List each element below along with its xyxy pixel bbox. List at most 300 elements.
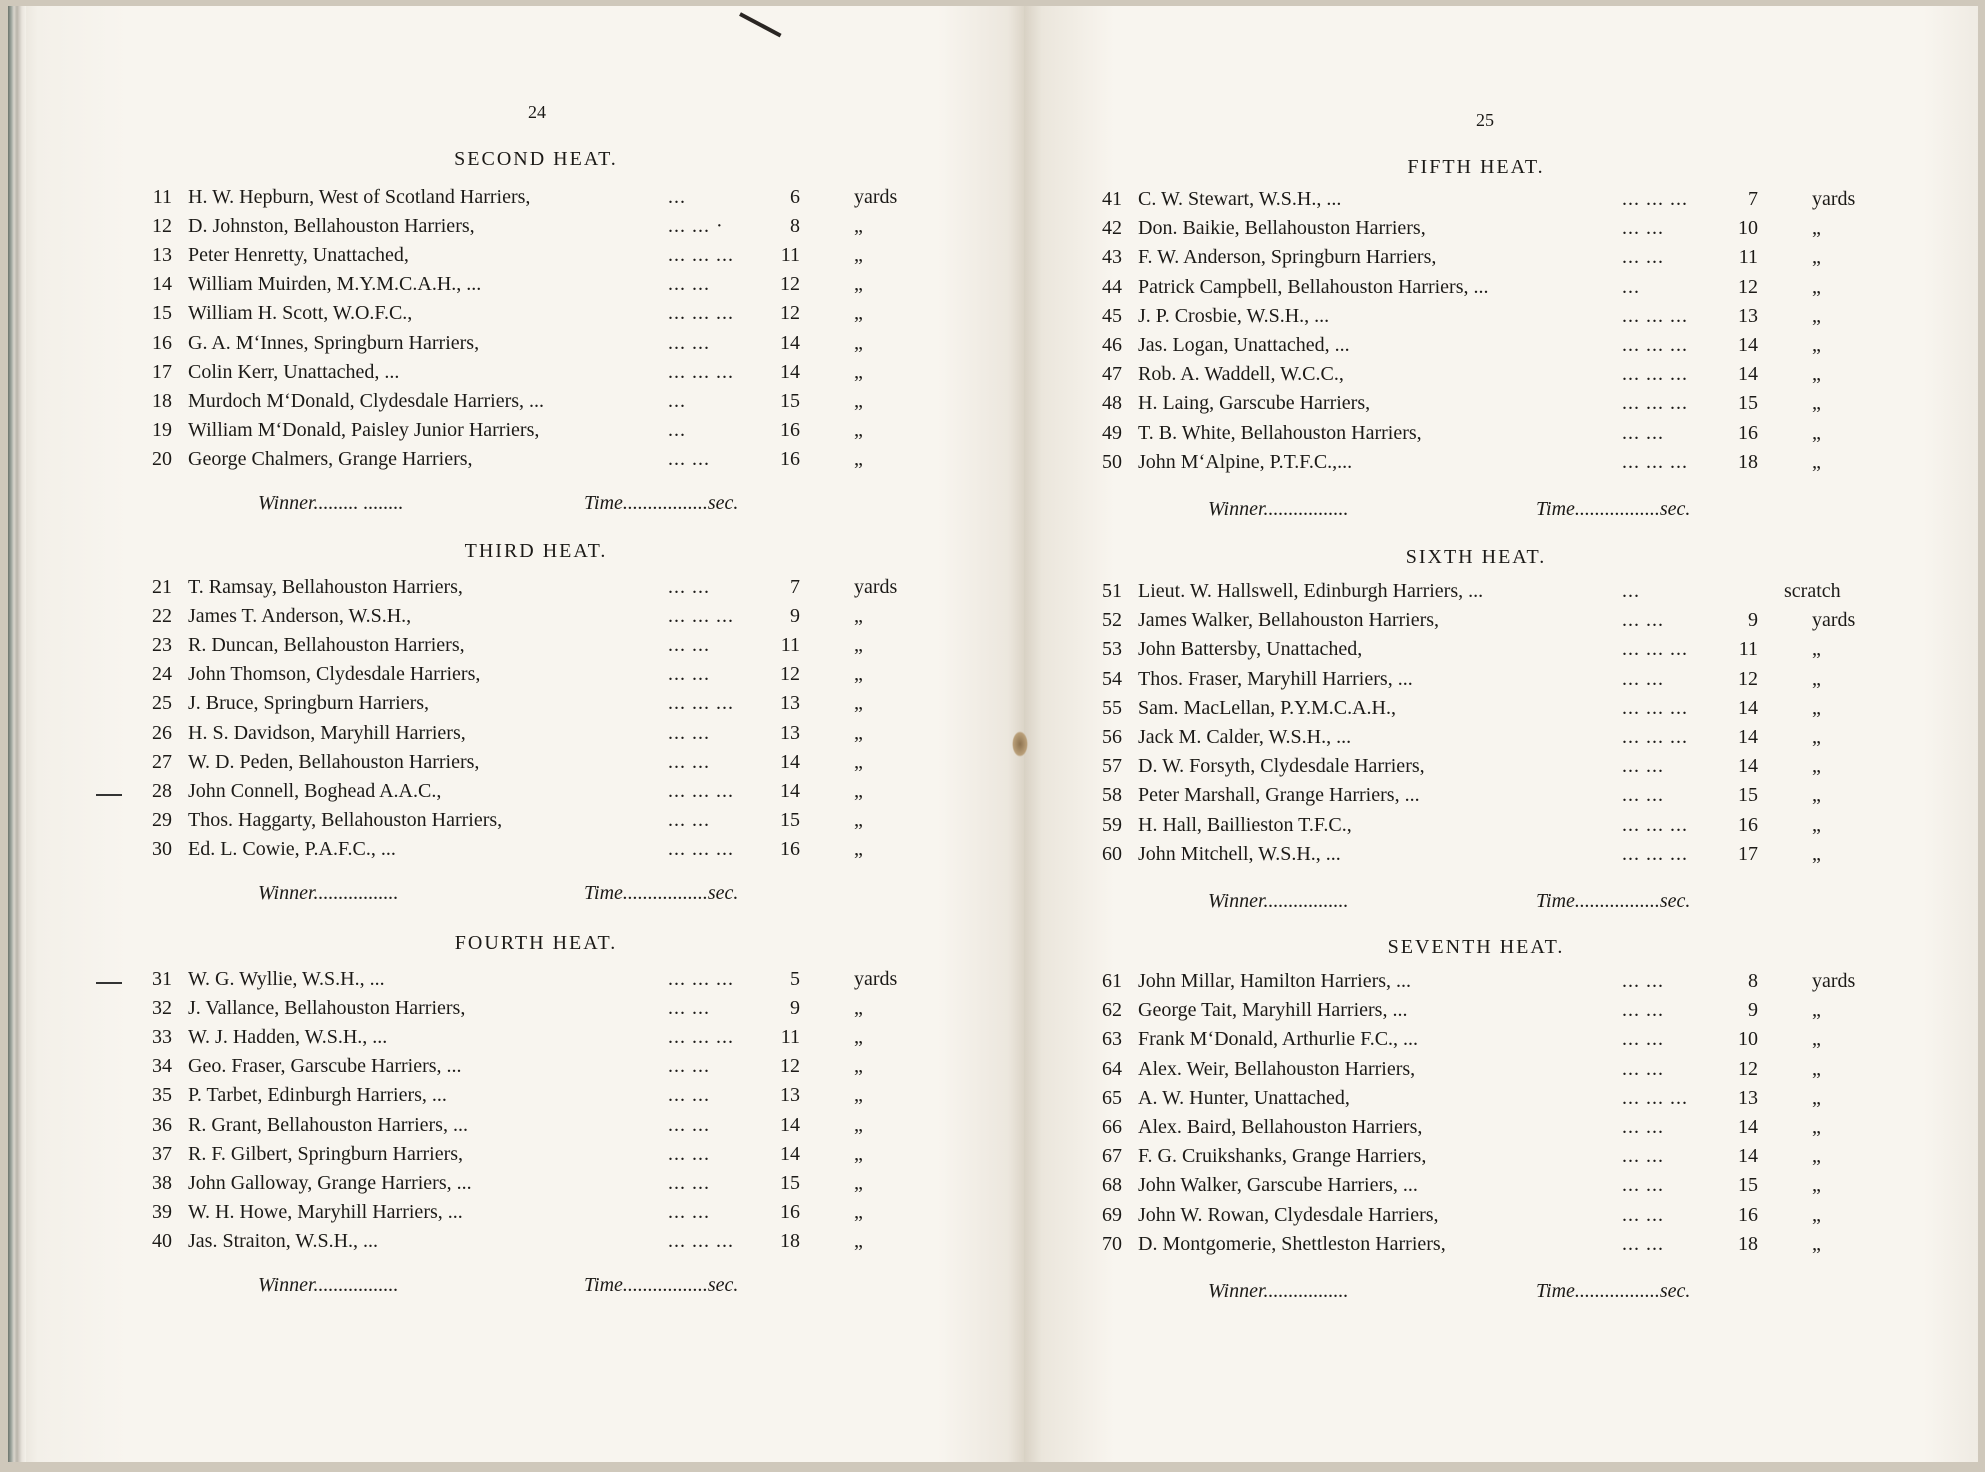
leader-dots: ... ... bbox=[668, 332, 710, 354]
time-line: Time.................sec. bbox=[1536, 498, 1691, 520]
entry-number: 60 bbox=[1102, 843, 1122, 865]
leader-dots: ... ... bbox=[1622, 246, 1664, 268]
entry-unit: „ bbox=[1812, 1233, 1821, 1255]
entry-number: 16 bbox=[152, 332, 172, 354]
entry-handicap: 14 bbox=[1738, 363, 1758, 385]
entry-number: 12 bbox=[152, 215, 172, 237]
heat-entry bbox=[1086, 363, 1902, 392]
entry-number: 70 bbox=[1102, 1233, 1122, 1255]
heat-entry bbox=[1086, 1204, 1902, 1233]
entry-number: 51 bbox=[1102, 580, 1122, 602]
entry-name: Alex. Baird, Bellahouston Harriers, bbox=[1138, 1116, 1423, 1138]
entry-name: H. Hall, Baillieston T.F.C., bbox=[1138, 814, 1352, 836]
staple-hole bbox=[1012, 731, 1028, 757]
entry-unit: „ bbox=[1812, 638, 1821, 660]
entry-number: 63 bbox=[1102, 1028, 1122, 1050]
entry-number: 15 bbox=[152, 302, 172, 324]
entry-number: 31 bbox=[152, 968, 172, 990]
entry-name: A. W. Hunter, Unattached, bbox=[1138, 1087, 1350, 1109]
leader-dots: ... ... bbox=[668, 663, 710, 685]
entry-unit: „ bbox=[1812, 1174, 1821, 1196]
entry-number: 32 bbox=[152, 997, 172, 1019]
entry-name: Jas. Straiton, W.S.H., ... bbox=[188, 1230, 379, 1252]
entry-name: W. D. Peden, Bellahouston Harriers, bbox=[188, 751, 480, 773]
entry-number: 34 bbox=[152, 1055, 172, 1077]
leader-dots: ... ... ... bbox=[668, 968, 734, 990]
time-line: Time.................sec. bbox=[584, 1274, 739, 1296]
booklet-edge bbox=[8, 6, 26, 1462]
entry-unit: „ bbox=[854, 1114, 863, 1136]
heat-title: THIRD HEAT. bbox=[464, 540, 608, 562]
heat-entry bbox=[1086, 451, 1902, 480]
entry-unit: „ bbox=[854, 390, 863, 412]
leader-dots: ... bbox=[668, 419, 686, 441]
entry-number: 37 bbox=[152, 1143, 172, 1165]
entry-number: 28 bbox=[152, 780, 172, 802]
entry-unit: „ bbox=[854, 634, 863, 656]
leader-dots: ... ... ... bbox=[668, 605, 734, 627]
heat-entry bbox=[136, 1143, 944, 1172]
heat-entry bbox=[1086, 814, 1902, 843]
heat-entry bbox=[1086, 1028, 1902, 1057]
heat-entry bbox=[136, 692, 944, 721]
leader-dots: ... bbox=[1622, 276, 1640, 298]
entry-handicap: 12 bbox=[780, 663, 800, 685]
entry-name: John Millar, Hamilton Harriers, ... bbox=[1138, 970, 1412, 992]
heat-entry bbox=[1086, 668, 1902, 697]
entry-name: John M‘Alpine, P.T.F.C.,... bbox=[1138, 451, 1353, 473]
entry-number: 54 bbox=[1102, 668, 1122, 690]
entry-name: R. Grant, Bellahouston Harriers, ... bbox=[188, 1114, 468, 1136]
leader-dots: ... ... ... bbox=[1622, 1087, 1688, 1109]
entry-name: Frank M‘Donald, Arthurlie F.C., ... bbox=[1138, 1028, 1419, 1050]
entry-number: 44 bbox=[1102, 276, 1122, 298]
pencil-dash-mark bbox=[96, 982, 122, 984]
leader-dots: ... ... bbox=[1622, 1116, 1664, 1138]
heat-entry bbox=[136, 1084, 944, 1113]
entry-name: F. G. Cruikshanks, Grange Harriers, bbox=[1138, 1145, 1427, 1167]
leader-dots: ... ... · bbox=[668, 215, 724, 237]
leader-dots: ... ... ... bbox=[1622, 451, 1688, 473]
entry-name: H. S. Davidson, Maryhill Harriers, bbox=[188, 722, 466, 744]
entry-name: H. Laing, Garscube Harriers, bbox=[1138, 392, 1371, 414]
entry-name: W. G. Wyllie, W.S.H., ... bbox=[188, 968, 385, 990]
entry-unit: „ bbox=[1812, 392, 1821, 414]
entry-number: 49 bbox=[1102, 422, 1122, 444]
leader-dots: ... ... bbox=[668, 1143, 710, 1165]
heat-entry bbox=[136, 1230, 944, 1259]
entry-name: Rob. A. Waddell, W.C.C., bbox=[1138, 363, 1344, 385]
entry-unit: „ bbox=[1812, 668, 1821, 690]
time-line: Time.................sec. bbox=[1536, 890, 1691, 912]
open-booklet bbox=[8, 6, 1978, 1462]
leader-dots: ... ... bbox=[1622, 1174, 1664, 1196]
entry-handicap: 13 bbox=[780, 1084, 800, 1106]
entry-handicap: 6 bbox=[790, 186, 800, 208]
entry-name: D. W. Forsyth, Clydesdale Harriers, bbox=[1138, 755, 1425, 777]
heat-entry bbox=[136, 448, 944, 477]
entry-handicap: 14 bbox=[780, 780, 800, 802]
entry-name: John Thomson, Clydesdale Harriers, bbox=[188, 663, 481, 685]
entry-name: T. Ramsay, Bellahouston Harriers, bbox=[188, 576, 463, 598]
entry-handicap: 16 bbox=[1738, 422, 1758, 444]
leader-dots: ... ... bbox=[668, 1201, 710, 1223]
leader-dots: ... bbox=[668, 390, 686, 412]
entry-number: 45 bbox=[1102, 305, 1122, 327]
entry-handicap: 9 bbox=[1748, 609, 1758, 631]
entry-handicap: 10 bbox=[1738, 1028, 1758, 1050]
entry-unit: „ bbox=[854, 1172, 863, 1194]
entry-name: Jack M. Calder, W.S.H., ... bbox=[1138, 726, 1352, 748]
page-number: 25 bbox=[1476, 110, 1494, 130]
entry-number: 68 bbox=[1102, 1174, 1122, 1196]
entry-name: William M‘Donald, Paisley Junior Harriers, bbox=[188, 419, 540, 441]
heat-entry bbox=[136, 809, 944, 838]
entry-unit: „ bbox=[1812, 246, 1821, 268]
entry-unit: „ bbox=[1812, 334, 1821, 356]
entry-unit: „ bbox=[1812, 843, 1821, 865]
entry-unit: „ bbox=[1812, 1058, 1821, 1080]
entry-number: 42 bbox=[1102, 217, 1122, 239]
entry-number: 52 bbox=[1102, 609, 1122, 631]
heat-entry bbox=[136, 1114, 944, 1143]
entry-number: 67 bbox=[1102, 1145, 1122, 1167]
heat-entry bbox=[136, 605, 944, 634]
entry-handicap: 15 bbox=[1738, 392, 1758, 414]
entry-unit: „ bbox=[854, 809, 863, 831]
entry-handicap: 15 bbox=[780, 1172, 800, 1194]
entry-unit: „ bbox=[854, 1055, 863, 1077]
entry-unit: „ bbox=[854, 448, 863, 470]
entry-name: John Walker, Garscube Harriers, ... bbox=[1138, 1174, 1418, 1196]
heat-entry bbox=[1086, 638, 1902, 667]
entry-name: James T. Anderson, W.S.H., bbox=[188, 605, 412, 627]
entry-handicap: 12 bbox=[1738, 276, 1758, 298]
entry-unit: „ bbox=[854, 1201, 863, 1223]
entry-name: William Muirden, M.Y.M.C.A.H., ... bbox=[188, 273, 482, 295]
entry-handicap: 15 bbox=[1738, 1174, 1758, 1196]
leader-dots: ... ... bbox=[668, 1172, 710, 1194]
entry-handicap: 12 bbox=[780, 302, 800, 324]
entry-name: W. J. Hadden, W.S.H., ... bbox=[188, 1026, 388, 1048]
heat-entry bbox=[136, 1201, 944, 1230]
leader-dots: ... bbox=[1622, 580, 1640, 602]
entry-unit: „ bbox=[1812, 784, 1821, 806]
entry-handicap: 14 bbox=[1738, 1145, 1758, 1167]
entry-name: J. P. Crosbie, W.S.H., ... bbox=[1138, 305, 1330, 327]
pencil-dash-mark bbox=[96, 794, 122, 796]
entry-handicap: 14 bbox=[1738, 726, 1758, 748]
pen-mark bbox=[739, 12, 781, 37]
winner-line: Winner......... ........ bbox=[258, 492, 404, 514]
entry-unit: „ bbox=[1812, 726, 1821, 748]
heat-entry bbox=[136, 186, 944, 215]
heat-entry bbox=[136, 273, 944, 302]
left-page bbox=[8, 6, 1024, 1462]
heat-entry bbox=[1086, 580, 1902, 609]
entry-unit: „ bbox=[854, 663, 863, 685]
entry-unit: „ bbox=[1812, 999, 1821, 1021]
entry-handicap: 9 bbox=[1748, 999, 1758, 1021]
winner-line: Winner................. bbox=[1208, 498, 1349, 520]
entry-unit: „ bbox=[854, 1143, 863, 1165]
entry-unit: yards bbox=[854, 968, 898, 990]
leader-dots: ... ... bbox=[668, 809, 710, 831]
entry-name: Patrick Campbell, Bellahouston Harriers, ... bbox=[1138, 276, 1489, 298]
entry-handicap: 13 bbox=[780, 692, 800, 714]
time-line: Time.................sec. bbox=[584, 492, 739, 514]
entry-handicap: 16 bbox=[780, 838, 800, 860]
leader-dots: ... ... bbox=[668, 1084, 710, 1106]
leader-dots: ... ... bbox=[668, 634, 710, 656]
right-page bbox=[1024, 6, 1978, 1462]
entry-number: 47 bbox=[1102, 363, 1122, 385]
entry-name: G. A. M‘Innes, Springburn Harriers, bbox=[188, 332, 480, 354]
entry-number: 25 bbox=[152, 692, 172, 714]
entry-number: 41 bbox=[1102, 188, 1122, 210]
leader-dots: ... ... bbox=[1622, 1028, 1664, 1050]
entry-number: 18 bbox=[152, 390, 172, 412]
heat-entry bbox=[136, 663, 944, 692]
entry-number: 36 bbox=[152, 1114, 172, 1136]
entry-number: 27 bbox=[152, 751, 172, 773]
leader-dots: ... ... bbox=[668, 751, 710, 773]
entry-handicap: 14 bbox=[780, 751, 800, 773]
entry-unit: „ bbox=[854, 722, 863, 744]
entry-handicap: 11 bbox=[1738, 246, 1758, 268]
heat-entry bbox=[136, 1026, 944, 1055]
leader-dots: ... ... ... bbox=[668, 780, 734, 802]
heat-title: FIFTH HEAT. bbox=[1407, 156, 1545, 178]
heat-entry bbox=[1086, 609, 1902, 638]
entry-number: 14 bbox=[152, 273, 172, 295]
entry-name: R. Duncan, Bellahouston Harriers, bbox=[188, 634, 465, 656]
time-line: Time.................sec. bbox=[584, 882, 739, 904]
entry-unit: „ bbox=[854, 751, 863, 773]
heat-entry bbox=[136, 997, 944, 1026]
entry-number: 33 bbox=[152, 1026, 172, 1048]
entry-unit: „ bbox=[1812, 217, 1821, 239]
entry-number: 53 bbox=[1102, 638, 1122, 660]
heat-entry bbox=[136, 722, 944, 751]
entry-handicap: 12 bbox=[780, 1055, 800, 1077]
entry-unit: „ bbox=[854, 273, 863, 295]
entry-number: 22 bbox=[152, 605, 172, 627]
entry-unit: „ bbox=[1812, 814, 1821, 836]
entry-handicap: 10 bbox=[1738, 217, 1758, 239]
entry-name: P. Tarbet, Edinburgh Harriers, ... bbox=[188, 1084, 447, 1106]
leader-dots: ... bbox=[668, 186, 686, 208]
entry-unit: „ bbox=[854, 605, 863, 627]
leader-dots: ... ... bbox=[668, 997, 710, 1019]
entry-number: 61 bbox=[1102, 970, 1122, 992]
heat-entry bbox=[1086, 1174, 1902, 1203]
entry-handicap: 15 bbox=[780, 809, 800, 831]
entry-name: John Battersby, Unattached, bbox=[1138, 638, 1363, 660]
entry-handicap: 16 bbox=[1738, 1204, 1758, 1226]
heat-entry bbox=[136, 751, 944, 780]
heat-entry bbox=[136, 780, 944, 809]
entry-unit: scratch bbox=[1784, 580, 1841, 602]
entry-unit: „ bbox=[854, 302, 863, 324]
entry-unit: „ bbox=[854, 780, 863, 802]
entry-handicap: 14 bbox=[780, 1114, 800, 1136]
heat-entry bbox=[1086, 697, 1902, 726]
heat-entry bbox=[1086, 246, 1902, 275]
entry-number: 19 bbox=[152, 419, 172, 441]
entry-handicap: 14 bbox=[780, 332, 800, 354]
entry-number: 30 bbox=[152, 838, 172, 860]
entry-number: 46 bbox=[1102, 334, 1122, 356]
leader-dots: ... ... bbox=[668, 1055, 710, 1077]
leader-dots: ... ... ... bbox=[668, 1026, 734, 1048]
entry-handicap: 15 bbox=[780, 390, 800, 412]
entry-number: 39 bbox=[152, 1201, 172, 1223]
heat-entry bbox=[1086, 999, 1902, 1028]
leader-dots: ... ... ... bbox=[668, 361, 734, 383]
entry-unit: „ bbox=[854, 244, 863, 266]
entry-unit: „ bbox=[854, 332, 863, 354]
entry-number: 21 bbox=[152, 576, 172, 598]
entry-number: 65 bbox=[1102, 1087, 1122, 1109]
entry-handicap: 14 bbox=[780, 1143, 800, 1165]
winner-line: Winner................. bbox=[1208, 890, 1349, 912]
entry-handicap: 11 bbox=[1738, 638, 1758, 660]
heat-entry bbox=[1086, 276, 1902, 305]
entry-handicap: 16 bbox=[780, 1201, 800, 1223]
entry-handicap: 8 bbox=[1748, 970, 1758, 992]
entry-unit: „ bbox=[854, 838, 863, 860]
entry-unit: „ bbox=[854, 1084, 863, 1106]
leader-dots: ... ... ... bbox=[1622, 363, 1688, 385]
entry-unit: „ bbox=[854, 419, 863, 441]
leader-dots: ... ... bbox=[668, 273, 710, 295]
entry-unit: „ bbox=[1812, 1145, 1821, 1167]
heat-entry bbox=[136, 302, 944, 331]
heat-entry bbox=[136, 332, 944, 361]
entry-unit: „ bbox=[1812, 1116, 1821, 1138]
heat-entry bbox=[1086, 392, 1902, 421]
heat-entry bbox=[136, 576, 944, 605]
entry-handicap: 14 bbox=[780, 361, 800, 383]
winner-line: Winner................. bbox=[258, 882, 399, 904]
entry-number: 56 bbox=[1102, 726, 1122, 748]
entry-handicap: 17 bbox=[1738, 843, 1758, 865]
entry-handicap: 18 bbox=[1738, 1233, 1758, 1255]
entry-name: Jas. Logan, Unattached, ... bbox=[1138, 334, 1350, 356]
leader-dots: ... ... bbox=[1622, 1233, 1664, 1255]
leader-dots: ... ... bbox=[668, 448, 710, 470]
entry-number: 64 bbox=[1102, 1058, 1122, 1080]
entry-name: F. W. Anderson, Springburn Harriers, bbox=[1138, 246, 1437, 268]
entry-handicap: 7 bbox=[1748, 188, 1758, 210]
entry-handicap: 14 bbox=[1738, 697, 1758, 719]
entry-handicap: 12 bbox=[1738, 668, 1758, 690]
entry-name: Thos. Fraser, Maryhill Harriers, ... bbox=[1138, 668, 1413, 690]
entry-number: 38 bbox=[152, 1172, 172, 1194]
entry-handicap: 16 bbox=[780, 419, 800, 441]
leader-dots: ... ... bbox=[668, 722, 710, 744]
entry-unit: „ bbox=[854, 361, 863, 383]
time-line: Time.................sec. bbox=[1536, 1280, 1691, 1302]
entry-handicap: 13 bbox=[1738, 305, 1758, 327]
entry-name: T. B. White, Bellahouston Harriers, bbox=[1138, 422, 1422, 444]
entry-unit: yards bbox=[1812, 609, 1856, 631]
entry-name: Peter Marshall, Grange Harriers, ... bbox=[1138, 784, 1420, 806]
entry-name: R. F. Gilbert, Springburn Harriers, bbox=[188, 1143, 464, 1165]
entry-handicap: 13 bbox=[1738, 1087, 1758, 1109]
entry-name: John W. Rowan, Clydesdale Harriers, bbox=[1138, 1204, 1439, 1226]
entry-unit: „ bbox=[854, 997, 863, 1019]
entry-name: Murdoch M‘Donald, Clydesdale Harriers, ... bbox=[188, 390, 545, 412]
entry-name: Peter Henretty, Unattached, bbox=[188, 244, 409, 266]
leader-dots: ... ... ... bbox=[1622, 814, 1688, 836]
heat-entry bbox=[1086, 1145, 1902, 1174]
entry-unit: „ bbox=[854, 1230, 863, 1252]
entry-unit: „ bbox=[1812, 451, 1821, 473]
entry-unit: „ bbox=[1812, 1087, 1821, 1109]
heat-entry bbox=[1086, 1116, 1902, 1145]
heat-entry bbox=[1086, 843, 1902, 872]
entry-name: H. W. Hepburn, West of Scotland Harriers, bbox=[188, 186, 531, 208]
leader-dots: ... ... bbox=[1622, 999, 1664, 1021]
entry-name: John Galloway, Grange Harriers, ... bbox=[188, 1172, 472, 1194]
entry-name: Alex. Weir, Bellahouston Harriers, bbox=[1138, 1058, 1416, 1080]
leader-dots: ... ... ... bbox=[1622, 188, 1688, 210]
heat-entry bbox=[1086, 188, 1902, 217]
entry-name: William H. Scott, W.O.F.C., bbox=[188, 302, 413, 324]
entry-handicap: 15 bbox=[1738, 784, 1758, 806]
entry-number: 59 bbox=[1102, 814, 1122, 836]
entry-name: C. W. Stewart, W.S.H., ... bbox=[1138, 188, 1342, 210]
entry-handicap: 9 bbox=[790, 997, 800, 1019]
heat-entry bbox=[136, 1172, 944, 1201]
entry-name: John Connell, Boghead A.A.C., bbox=[188, 780, 442, 802]
leader-dots: ... ... ... bbox=[668, 244, 734, 266]
entry-handicap: 14 bbox=[1738, 755, 1758, 777]
entry-name: John Mitchell, W.S.H., ... bbox=[1138, 843, 1341, 865]
heat-entry bbox=[1086, 1058, 1902, 1087]
winner-line: Winner................. bbox=[1208, 1280, 1349, 1302]
heat-entry bbox=[1086, 422, 1902, 451]
entry-number: 23 bbox=[152, 634, 172, 656]
page-number: 24 bbox=[528, 102, 546, 122]
heat-entry bbox=[136, 244, 944, 273]
entry-unit: „ bbox=[1812, 1204, 1821, 1226]
entry-unit: yards bbox=[1812, 970, 1856, 992]
entry-number: 62 bbox=[1102, 999, 1122, 1021]
entry-number: 20 bbox=[152, 448, 172, 470]
entry-unit: yards bbox=[1812, 188, 1856, 210]
leader-dots: ... ... bbox=[1622, 1145, 1664, 1167]
heat-entry bbox=[1086, 217, 1902, 246]
heat-entry bbox=[136, 361, 944, 390]
entry-number: 40 bbox=[152, 1230, 172, 1252]
entry-number: 11 bbox=[152, 186, 172, 208]
entry-name: Geo. Fraser, Garscube Harriers, ... bbox=[188, 1055, 462, 1077]
entry-number: 26 bbox=[152, 722, 172, 744]
entry-handicap: 16 bbox=[780, 448, 800, 470]
entry-name: Lieut. W. Hallswell, Edinburgh Harriers, ... bbox=[1138, 580, 1484, 602]
entry-name: J. Vallance, Bellahouston Harriers, bbox=[188, 997, 466, 1019]
heat-title: SECOND HEAT. bbox=[454, 148, 618, 170]
leader-dots: ... ... ... bbox=[1622, 843, 1688, 865]
heat-entry bbox=[136, 634, 944, 663]
entry-name: Don. Baikie, Bellahouston Harriers, bbox=[1138, 217, 1426, 239]
entry-unit: „ bbox=[1812, 697, 1821, 719]
entry-name: D. Johnston, Bellahouston Harriers, bbox=[188, 215, 475, 237]
winner-line: Winner................. bbox=[258, 1274, 399, 1296]
